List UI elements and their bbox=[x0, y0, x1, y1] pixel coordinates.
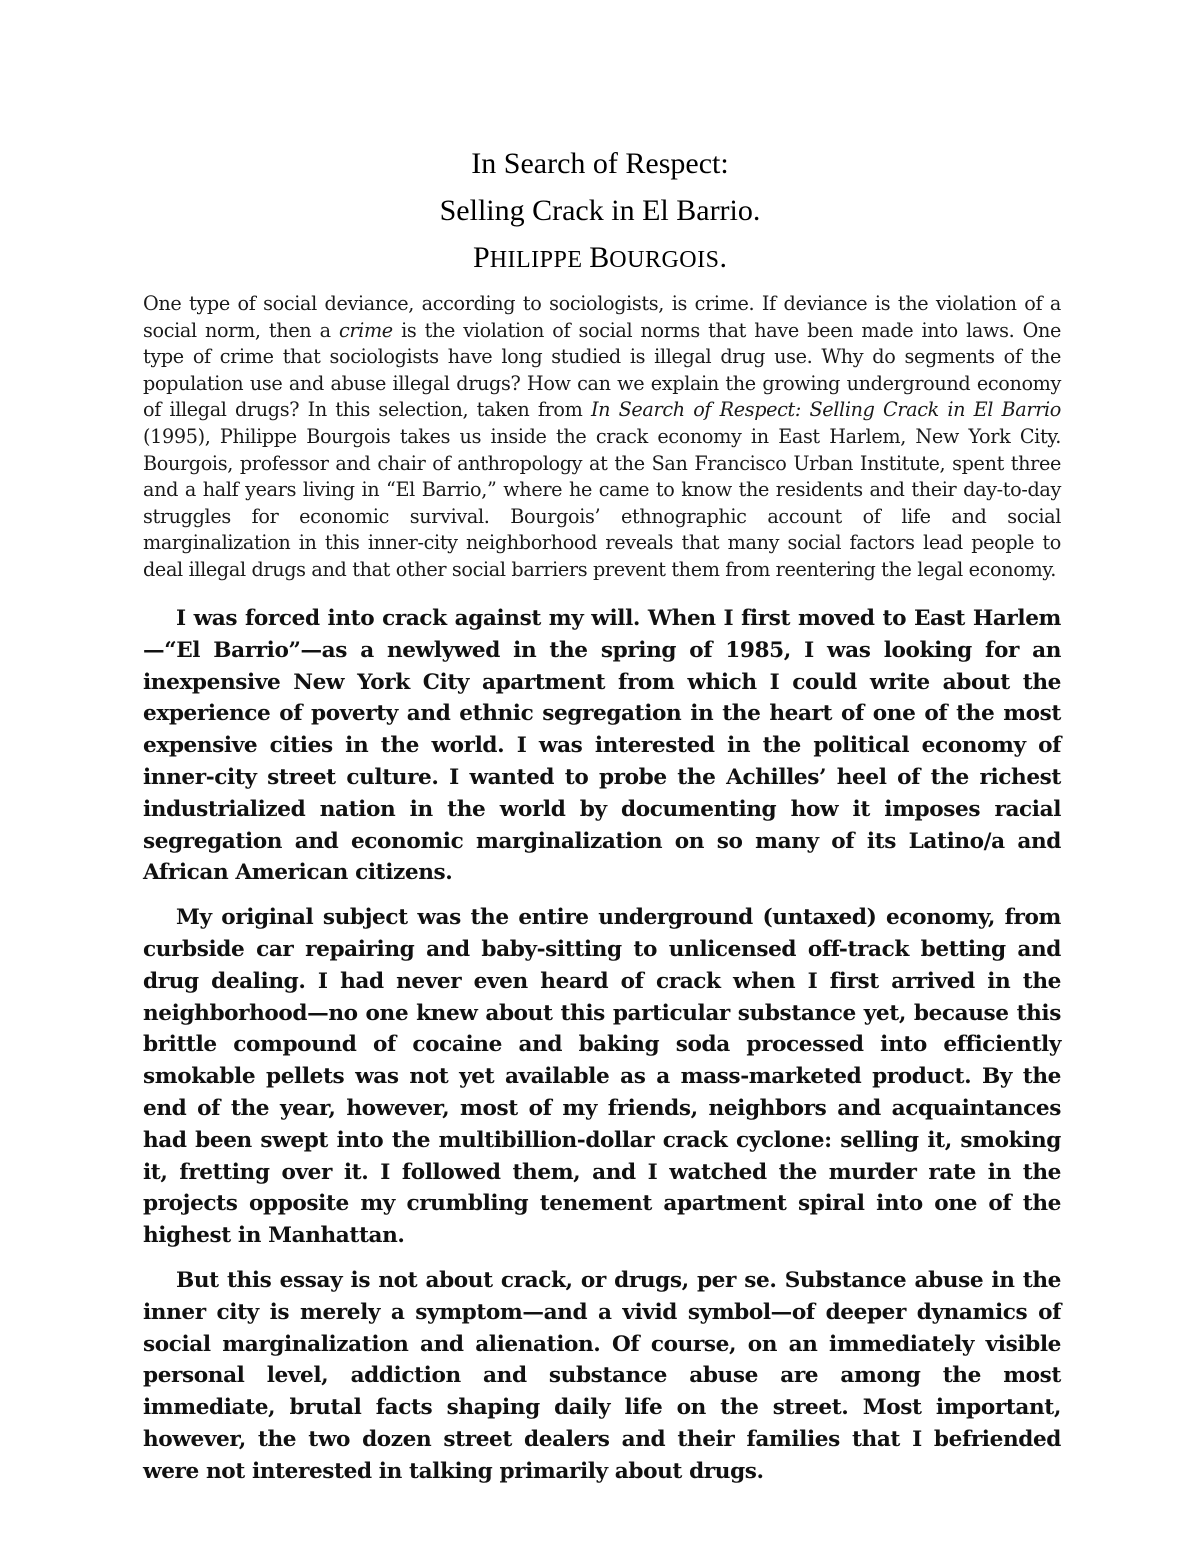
intro-text-1: One type of social deviance, according to sociologists, is crime. If deviance is the violation of a social norm, then a bbox=[143, 292, 1061, 342]
essay-body bbox=[143, 603, 1061, 1501]
title-block bbox=[0, 140, 1200, 284]
intro-text-3: (1995), Philippe Bourgois takes us inside the crack economy in East Harlem, New York City. Bourgois, professor and chair of anthropology at the San Francisco Urban Institute, spent three and a half years living in “El Barrio,” where he came to know the residents and their day-to-day struggles for economic survival. Bourgois’ ethnographic account of life and social marginalization in this inner-city neighborhood reveals that many social factors lead people to deal illegal drugs and that other social barriers prevent them from reentering the legal economy. bbox=[143, 424, 1061, 581]
title-line-1: In Search of Respect: bbox=[471, 147, 729, 180]
body-paragraph-1: I was forced into crack against my will. When I first moved to East Harlem—“El Barrio”—as a newlywed in the spring of 1985, I was looking for an inexpensive New York City apartment from which I could write about the experience of poverty and ethnic segregation in the heart of one of the most expensive cities in the world. I was interested in the political economy of inner-city street culture. I wanted to probe the Achilles’ heel of the richest industrialized nation in the world by documenting how it imposes racial segregation and economic marginalization on so many of its Latino/a and African American citizens. bbox=[143, 606, 1061, 886]
intro-text-2: is the violation of social norms that have been made into laws. One type of crime that sociologists have long studied is illegal drug use. Why do segments of the population use and abuse illegal drugs? How can we explain the growing underground economy of illegal drugs? In this selection, taken from bbox=[143, 318, 1061, 422]
intro-emphasis-crime: crime bbox=[338, 318, 393, 342]
intro-paragraph bbox=[143, 291, 1061, 584]
author-name bbox=[0, 234, 1200, 284]
author-first-rest: HILIPPE bbox=[489, 247, 583, 273]
author-last-rest: OURGOIS bbox=[609, 247, 720, 273]
body-paragraph-3: But this essay is not about crack, or drugs, per se. Substance abuse in the inner city is merely a symptom—and a vivid symbol—of deeper dynamics of social marginalization and alienation. Of course, on an immediately visible personal level, addiction and substance abuse are among the most immediate, brutal facts shaping daily life on the street. Most important, however, the two dozen street dealers and their families that I befriended were not interested in talking primarily about drugs. bbox=[143, 1267, 1061, 1484]
author-last-initial: B bbox=[589, 241, 610, 274]
intro-book-title: In Search of Respect: Selling Crack in El Barrio bbox=[590, 398, 1062, 422]
author-first-initial: P bbox=[473, 241, 490, 274]
body-paragraph-2: My original subject was the entire underground (untaxed) economy, from curbside car repairing and baby-sitting to unlicensed off-track betting and drug dealing. I had never even heard of crack when I first arrived in the neighborhood—no one knew about this particular substance yet, because this brittle compound of cocaine and baking soda processed into efficiently smokable pellets was not yet available as a mass-marketed product. By the end of the year, however, most of my friends, neighbors and acquaintances had been swept into the multibillion-dollar crack cyclone: selling it, smoking it, fretting over it. I followed them, and I watched the murder rate in the projects opposite my crumbling tenement apartment spiral into one of the highest in Manhattan. bbox=[143, 905, 1061, 1249]
author-period: . bbox=[719, 241, 727, 274]
title-line-2: Selling Crack in El Barrio. bbox=[439, 194, 761, 227]
